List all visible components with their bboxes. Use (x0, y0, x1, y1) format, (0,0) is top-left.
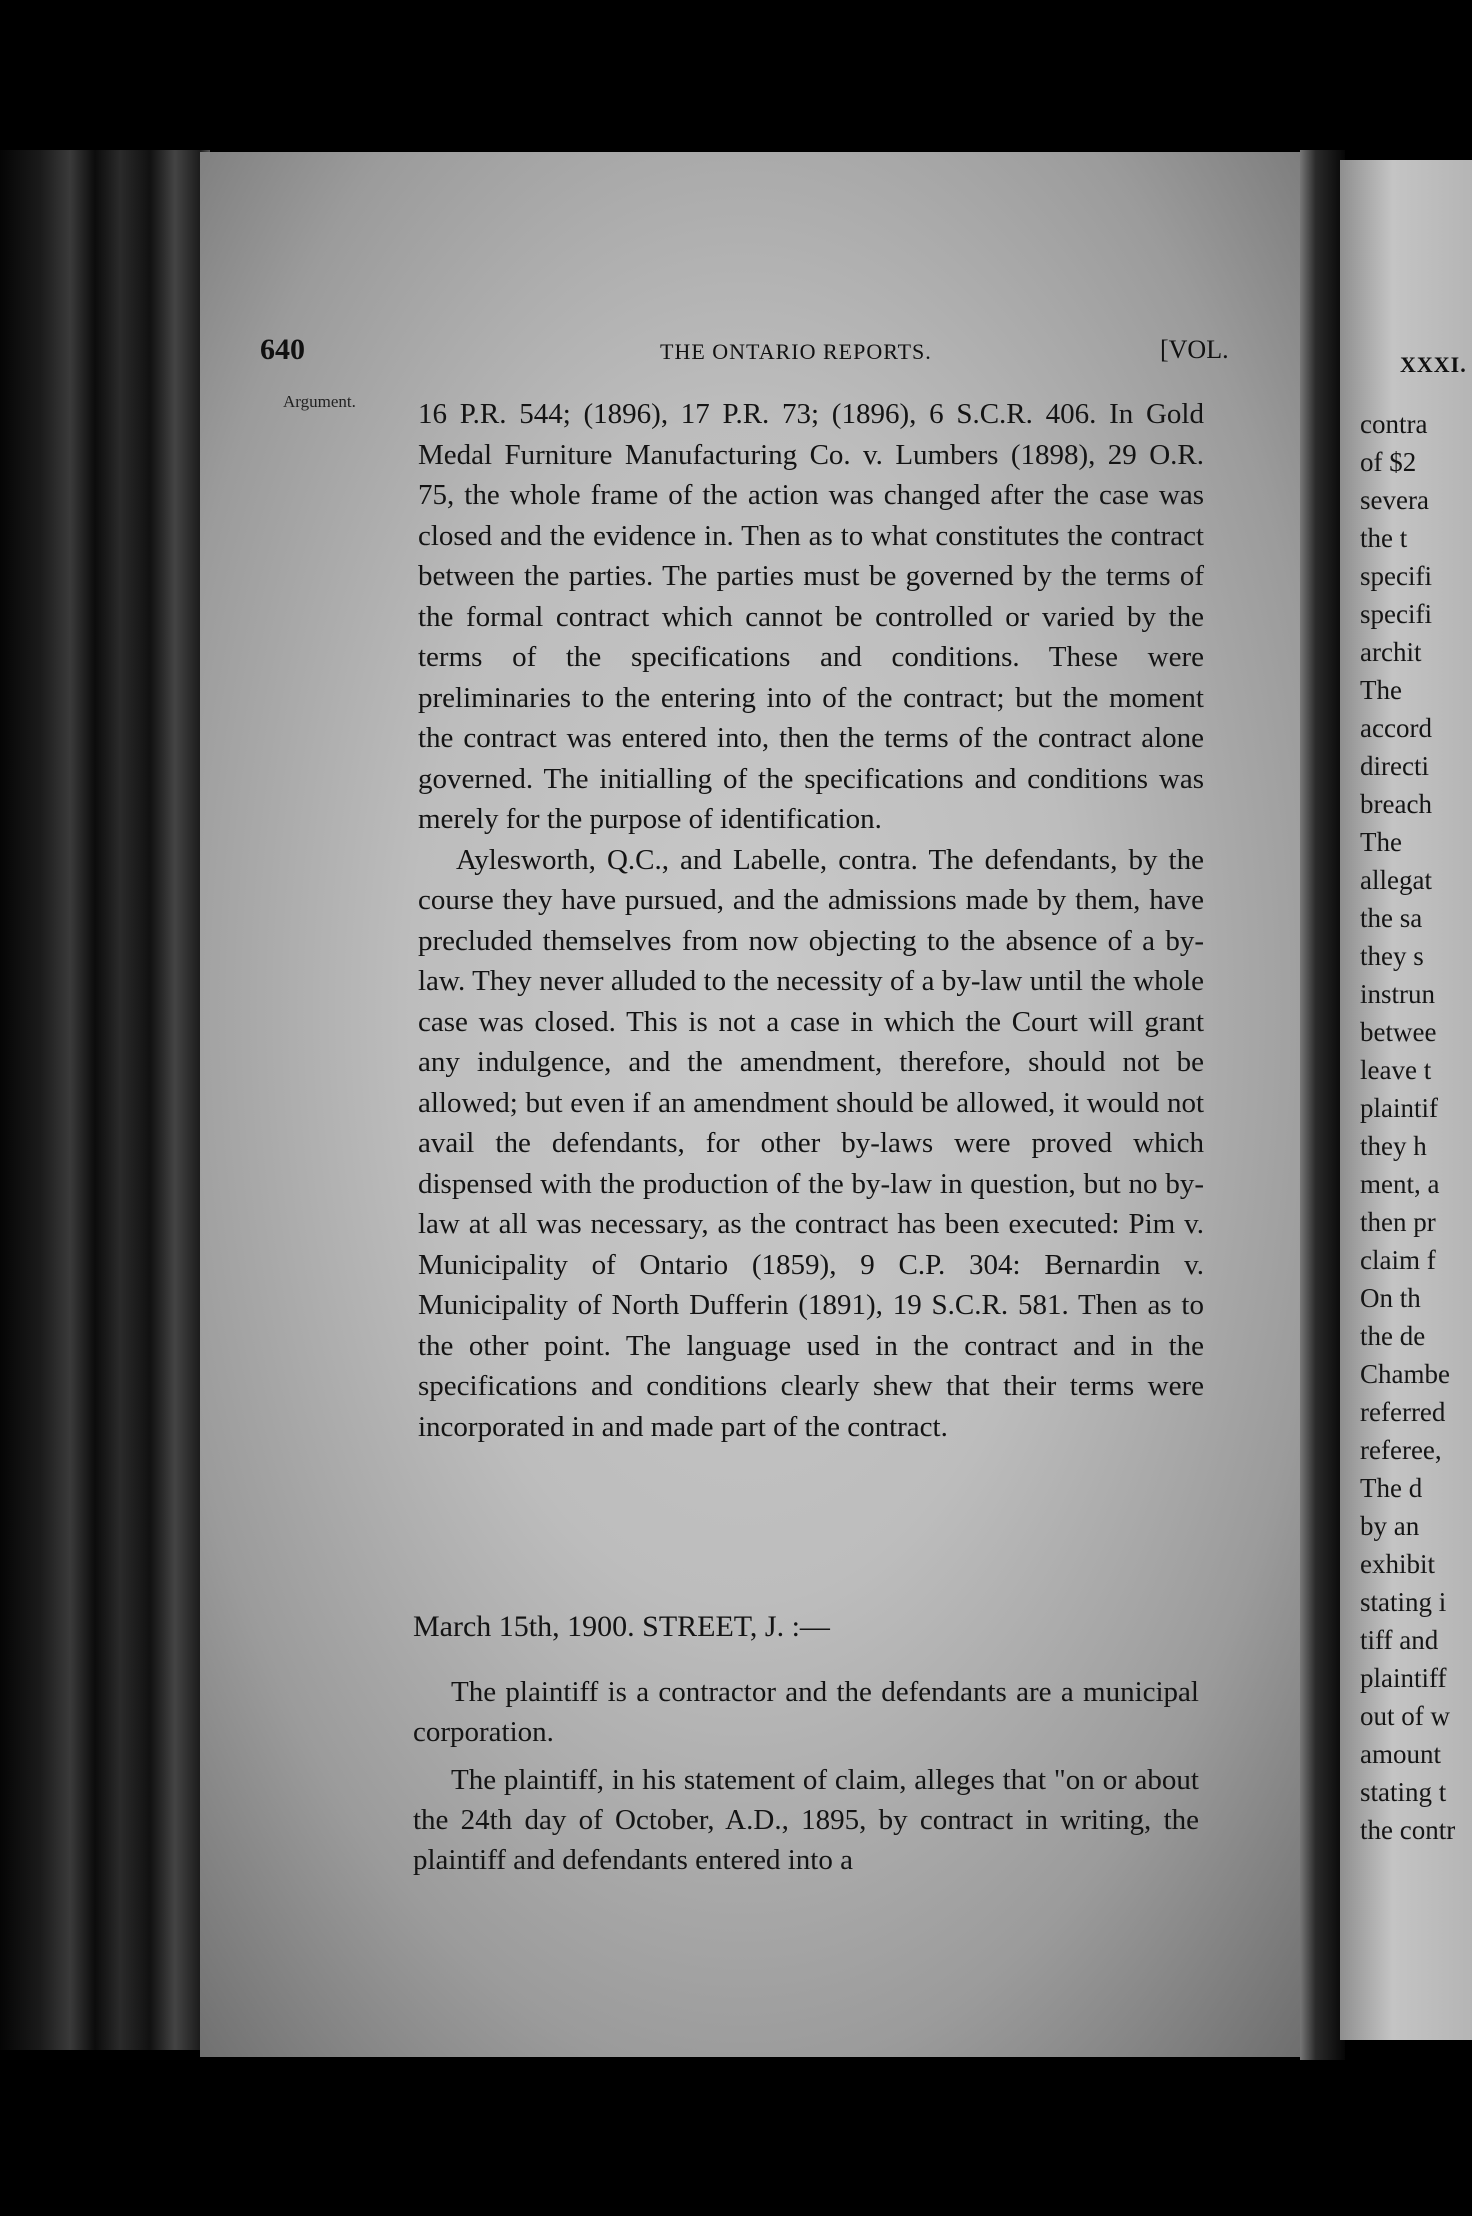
adjacent-page-line: plaintif (1360, 1093, 1438, 1123)
adjacent-page (1340, 160, 1472, 2040)
book-binding-edge (0, 150, 210, 2050)
adjacent-page-line: of $2 (1360, 447, 1417, 477)
running-head: THE ONTARIO REPORTS. (660, 339, 932, 364)
adjacent-page-line: accord (1360, 713, 1432, 743)
adjacent-page-line: the sa (1360, 903, 1423, 933)
adjacent-page-line: severa (1360, 485, 1429, 515)
adjacent-page-line: archit (1360, 637, 1422, 667)
adjacent-page-line: breach (1360, 789, 1432, 819)
adjacent-page-lines (1360, 405, 1455, 1849)
page-header (260, 333, 1229, 373)
adjacent-page-line: ment, a (1360, 1169, 1440, 1199)
adjacent-page-line: referred (1360, 1397, 1446, 1427)
adjacent-page-line: they h (1360, 1131, 1427, 1161)
paragraph-2: Aylesworth, Q.C., and Labelle, contra. The defendants, by the course they have pursued, and the admissions made by them, have precluded themselves from now objecting to the absence of a by-law. They never alluded to the necessity of a by-law until the whole case was closed. This is not a case in which the Court will grant any indulgence, and the amendment, therefore, should not be allowed; but even if an amendment should be allowed, it would not avail the defendants, for other by-laws were proved which dispensed with the production of the by-law in question, but no by-law at all was necessary, as the contract has been executed: Pim v. Municipality of Ontario (1859), 9 C.P. 304: Bernardin v. Municipality of North Dufferin (1891), 19 S.C.R. 581. Then as to the other point. The language used in the contract and in the specifications and conditions clearly shew that their terms were incorporated in and made part of the contract. (418, 843, 1204, 1443)
adjacent-page-line: On th (1360, 1283, 1421, 1313)
adjacent-page-line: contra (1360, 409, 1428, 439)
adjacent-page-head: XXXI. (1400, 352, 1467, 377)
adjacent-page-line: directi (1360, 751, 1429, 781)
adjacent-page-line: specifi (1360, 599, 1432, 629)
adjacent-page-line: betwee (1360, 1017, 1437, 1047)
adjacent-page-line: by an (1360, 1511, 1420, 1541)
page-gutter (1300, 150, 1345, 2060)
adjacent-page-line: plaintiff (1360, 1663, 1447, 1693)
adjacent-page-line: out of w (1360, 1701, 1450, 1731)
adjacent-page-line: specifi (1360, 561, 1432, 591)
adjacent-page-line: exhibit (1360, 1549, 1435, 1579)
margin-note: Argument. (283, 392, 356, 411)
adjacent-page-line: stating t (1360, 1777, 1447, 1807)
adjacent-page-line: The d (1360, 1473, 1423, 1503)
adjacent-page-line: then pr (1360, 1207, 1436, 1237)
adjacent-page-line: claim f (1360, 1245, 1436, 1275)
paragraph-1: 16 P.R. 544; (1896), 17 P.R. 73; (1896), 6 S.C.R. 406. In Gold Medal Furniture Manufacturing Co. v. Lumbers (1898), 29 O.R. 75, the whole frame of the action was changed after the case was closed and the evidence in. Then as to what constitutes the contract between the parties. The parties must be governed by the terms of the formal contract which cannot be controlled or varied by the terms of the specifications and conditions. These were preliminaries to the entering into of the contract; but the moment the contract was entered into, then the terms of the contract alone governed. The initialling of the specifications and conditions was merely for the purpose of identification. (418, 398, 1204, 835)
adjacent-page-line: tiff and (1360, 1625, 1439, 1655)
adjacent-page-line: the de (1360, 1321, 1426, 1351)
adjacent-page-line: they s (1360, 941, 1424, 971)
adjacent-page-line: allegat (1360, 865, 1432, 895)
paragraph-3: The plaintiff is a contractor and the defendants are a municipal corporation. (413, 1676, 1199, 1748)
judgment-date-line: March 15th, 1900. STREET, J. :— (413, 1610, 830, 1643)
page-number: 640 (260, 333, 305, 366)
adjacent-page-line: leave t (1360, 1055, 1432, 1085)
judgment-text (413, 1672, 1199, 1880)
adjacent-page-line: instrun (1360, 979, 1436, 1009)
adjacent-page-line: referee, (1360, 1435, 1442, 1465)
adjacent-page-line: the t (1360, 523, 1408, 553)
adjacent-page-line: the contr (1360, 1815, 1456, 1845)
paragraph-4: The plaintiff, in his statement of claim, alleges that "on or about the 24th day of October, A.D., 1895, by contract in writing, the plaintiff and defendants entered into a (413, 1764, 1199, 1876)
adjacent-page-line: amount (1360, 1739, 1441, 1769)
adjacent-page-line: Chambe (1360, 1359, 1450, 1389)
adjacent-page-line: The (1360, 827, 1402, 857)
adjacent-page-line: stating i (1360, 1587, 1447, 1617)
argument-text (418, 394, 1204, 1447)
volume-label: [VOL. (1160, 335, 1229, 364)
adjacent-page-line: The (1360, 675, 1402, 705)
